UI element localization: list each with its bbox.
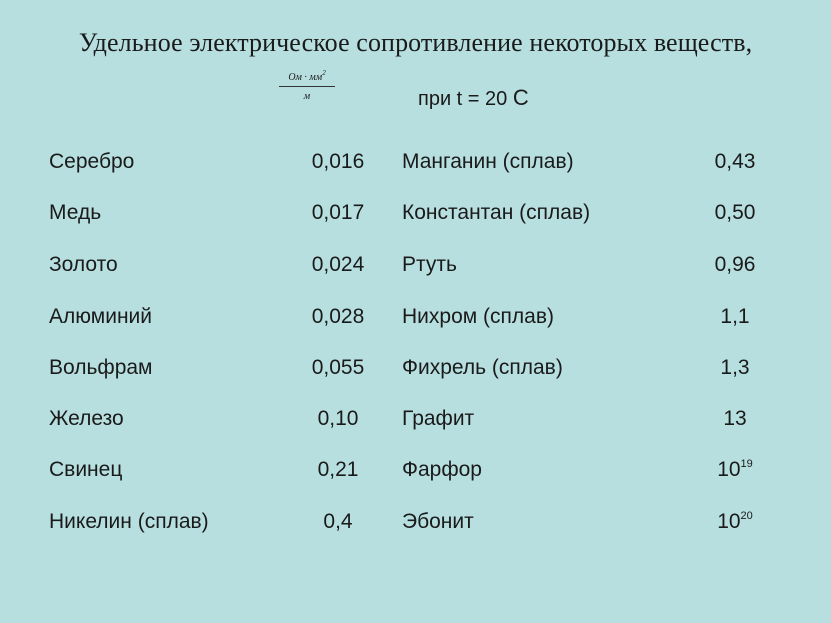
resistivity-value: 0,028 [311, 305, 365, 328]
substance-name: Эбонит [402, 510, 474, 533]
unit-denominator: м [303, 91, 311, 102]
resistivity-value [695, 510, 775, 534]
substance-name: Манганин (сплав) [402, 150, 574, 173]
substance-name: Фарфор [402, 458, 482, 481]
substance-name: Медь [49, 201, 102, 224]
substance-name: Фихрель (сплав) [402, 356, 563, 379]
unit-numerator-text: Ом · мм [288, 72, 323, 83]
value-base: 10 [717, 458, 741, 481]
value-exponent: 20 [740, 510, 753, 522]
value-base: 0,50 [714, 201, 756, 224]
resistivity-value: 0,024 [311, 253, 365, 276]
substance-name: Ртуть [402, 253, 457, 276]
value-base: 0,96 [714, 253, 756, 276]
value-base: 1,1 [720, 305, 750, 328]
value-base: 0,43 [714, 150, 756, 173]
substance-name: Серебро [49, 150, 135, 173]
substance-name: Железо [49, 407, 124, 430]
resistivity-value [695, 305, 775, 329]
condition-text: при t = 20 [418, 88, 508, 110]
substance-name: Графит [402, 407, 475, 430]
resistivity-value [695, 356, 775, 380]
resistivity-value: 0,10 [317, 407, 359, 430]
condition-unit: С [512, 85, 529, 110]
substance-name: Свинец [49, 458, 123, 481]
resistivity-value [695, 253, 775, 277]
resistivity-value: 0,21 [317, 458, 359, 481]
resistivity-value [695, 407, 775, 431]
resistivity-value: 0,017 [311, 201, 365, 224]
substance-name: Никелин (сплав) [49, 510, 209, 533]
resistivity-value: 0,4 [323, 510, 353, 533]
value-exponent: 19 [740, 458, 753, 470]
substance-name: Алюминий [49, 305, 153, 328]
substance-name: Нихром (сплав) [402, 305, 554, 328]
resistivity-value [695, 201, 775, 225]
resistivity-value [695, 150, 775, 174]
substance-name: Константан (сплав) [402, 201, 591, 224]
value-base: 10 [717, 510, 741, 533]
resistivity-value: 0,055 [311, 356, 365, 379]
substance-name: Золото [49, 253, 118, 276]
substance-name: Вольфрам [49, 356, 153, 379]
value-base: 13 [723, 407, 747, 430]
unit-numerator-exponent: 2 [322, 69, 326, 77]
resistivity-value [695, 458, 775, 482]
resistivity-value: 0,016 [311, 150, 365, 173]
page-title: Удельное электрическое сопротивление некоторых веществ, [78, 28, 753, 57]
value-base: 1,3 [720, 356, 750, 379]
